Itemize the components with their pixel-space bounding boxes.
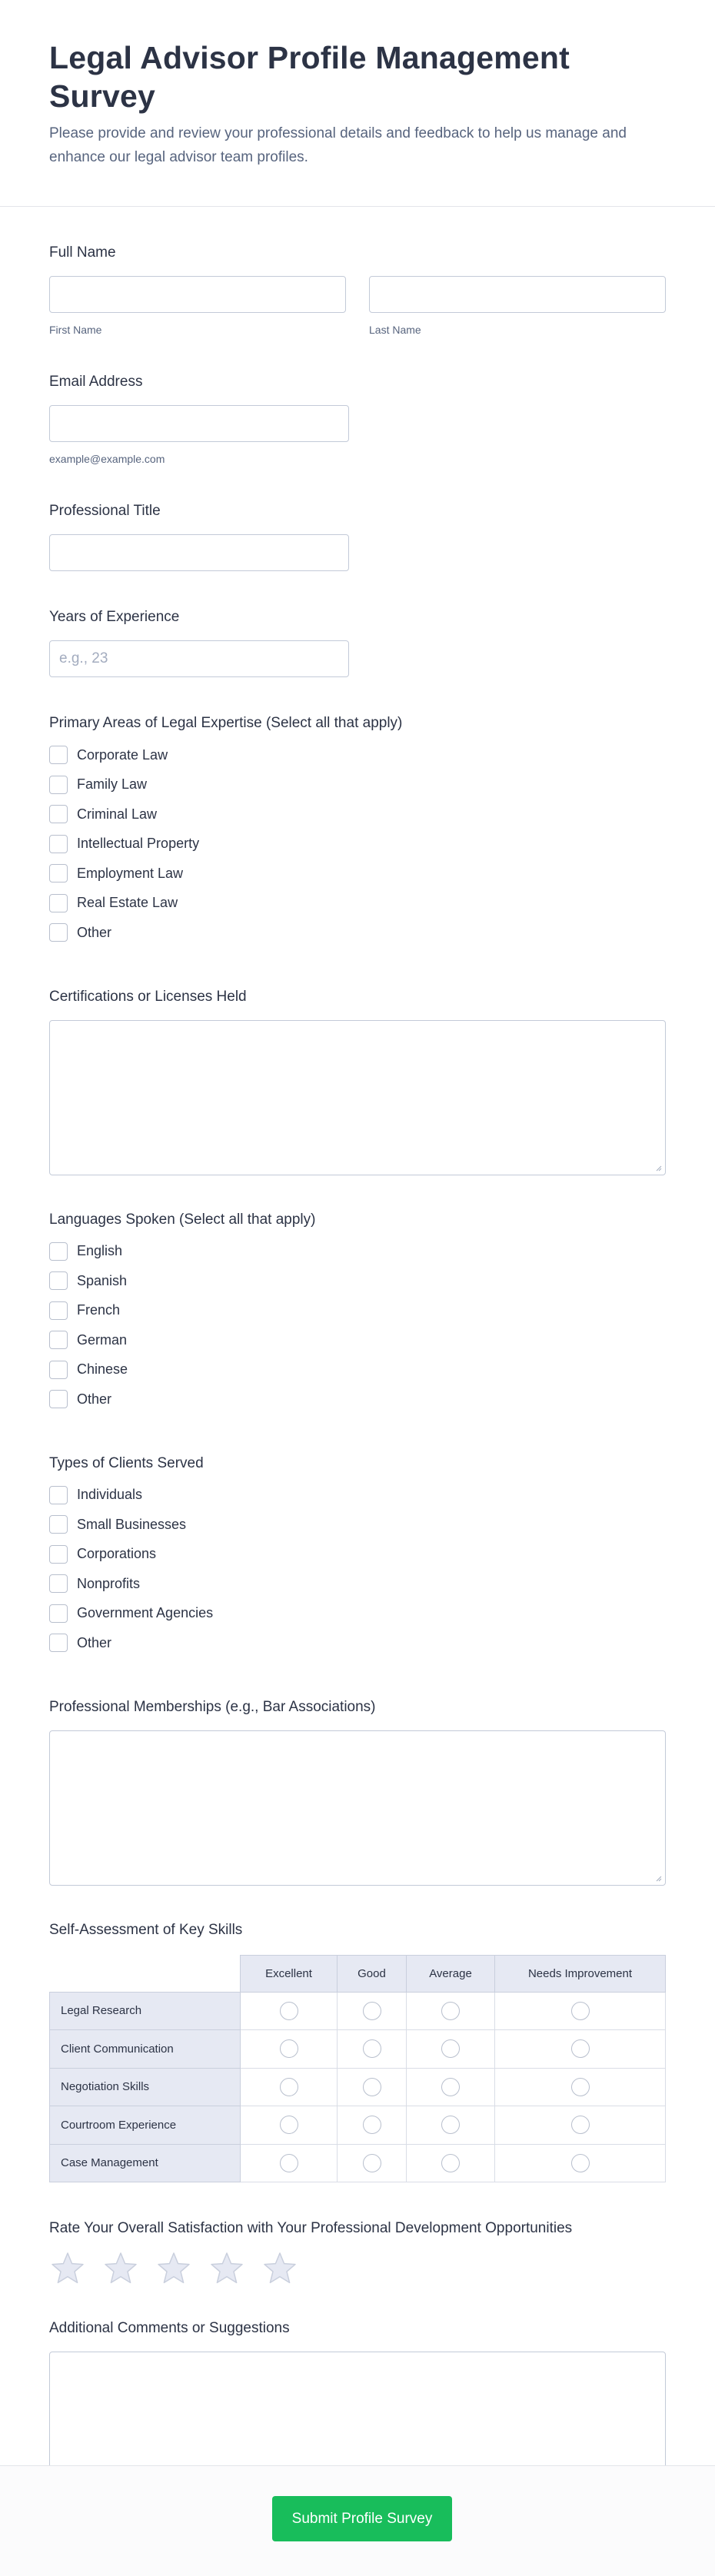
radio-button[interactable] <box>363 2116 381 2134</box>
checkbox[interactable] <box>49 1604 68 1623</box>
survey-form <box>0 244 715 2507</box>
satisfaction-label: Rate Your Overall Satisfaction with Your Professional Development Opportunities <box>49 2220 573 2236</box>
satisfaction-field <box>49 2219 666 2287</box>
radio-button[interactable] <box>571 2078 590 2096</box>
radio-button[interactable] <box>280 2039 298 2058</box>
resize-grip-icon[interactable] <box>656 1165 662 1172</box>
expertise-field <box>49 714 666 948</box>
professional-title-field <box>49 502 666 571</box>
professional-title-label: Professional Title <box>49 503 161 519</box>
memberships-label: Professional Memberships (e.g., Bar Associations) <box>49 1698 376 1715</box>
client-option[interactable]: Individuals <box>49 1481 666 1511</box>
form-header <box>0 0 715 207</box>
matrix-row-label: Negotiation Skills <box>50 2068 241 2106</box>
expertise-option[interactable]: Employment Law <box>49 859 666 889</box>
matrix-column-header: Good <box>338 1955 407 1992</box>
radio-button[interactable] <box>280 2154 298 2172</box>
first-name-input[interactable] <box>49 276 346 313</box>
certifications-label: Certifications or Licenses Held <box>49 988 247 1005</box>
matrix-column-header: Excellent <box>241 1955 338 1992</box>
language-option[interactable]: English <box>49 1237 666 1267</box>
checkbox[interactable] <box>49 835 68 853</box>
clients-label: Types of Clients Served <box>49 1454 204 1471</box>
radio-button[interactable] <box>441 2078 460 2096</box>
memberships-field <box>49 1698 666 1886</box>
matrix-row <box>50 2144 666 2182</box>
matrix-column-header: Needs Improvement <box>495 1955 666 1992</box>
checkbox[interactable] <box>49 894 68 912</box>
radio-button[interactable] <box>441 2116 460 2134</box>
full-name-field <box>49 244 666 336</box>
email-label: Email Address <box>49 374 143 390</box>
languages-field <box>49 1211 666 1414</box>
checkbox[interactable] <box>49 1515 68 1534</box>
checkbox[interactable] <box>49 1361 68 1379</box>
star-icon[interactable] <box>261 2250 298 2287</box>
clients-field <box>49 1454 666 1658</box>
expertise-option[interactable]: Criminal Law <box>49 799 666 829</box>
checkbox[interactable] <box>49 923 68 942</box>
radio-button[interactable] <box>280 2116 298 2134</box>
checkbox[interactable] <box>49 1390 68 1408</box>
language-option[interactable]: Other <box>49 1384 666 1414</box>
matrix-row-label: Legal Research <box>50 1992 241 2030</box>
form-title: Legal Advisor Profile Management Survey <box>49 40 570 114</box>
matrix-corner <box>50 1955 241 1992</box>
language-option[interactable]: Spanish <box>49 1266 666 1296</box>
radio-button[interactable] <box>571 2154 590 2172</box>
client-option[interactable]: Corporations <box>49 1540 666 1570</box>
client-option[interactable]: Other <box>49 1628 666 1658</box>
languages-options <box>49 1237 666 1414</box>
matrix-row-label: Client Communication <box>50 2030 241 2069</box>
form-footer <box>0 2465 715 2576</box>
checkbox[interactable] <box>49 805 68 823</box>
checkbox[interactable] <box>49 1301 68 1320</box>
email-field <box>49 373 666 465</box>
expertise-label: Primary Areas of Legal Expertise (Select all that apply) <box>49 715 403 731</box>
languages-label: Languages Spoken (Select all that apply) <box>49 1211 316 1228</box>
radio-button[interactable] <box>571 2116 590 2134</box>
matrix-row <box>50 2068 666 2106</box>
skills-field <box>49 1921 666 2183</box>
checkbox[interactable] <box>49 1486 68 1504</box>
star-icon[interactable] <box>102 2250 139 2287</box>
expertise-option[interactable]: Family Law <box>49 770 666 800</box>
matrix-row-label: Courtroom Experience <box>50 2106 241 2145</box>
certifications-textarea[interactable] <box>49 1020 666 1175</box>
star-icon[interactable] <box>155 2250 192 2287</box>
checkbox[interactable] <box>49 1545 68 1564</box>
submit-button[interactable]: Submit Profile Survey <box>272 2496 452 2541</box>
star-rating <box>49 2250 666 2287</box>
checkbox[interactable] <box>49 1331 68 1349</box>
checkbox[interactable] <box>49 1242 68 1261</box>
experience-input[interactable] <box>49 640 349 677</box>
experience-field <box>49 608 666 677</box>
checkbox[interactable] <box>49 776 68 794</box>
professional-title-input[interactable] <box>49 534 349 571</box>
comments-label: Additional Comments or Suggestions <box>49 2320 290 2336</box>
radio-button[interactable] <box>280 2078 298 2096</box>
client-option[interactable]: Small Businesses <box>49 1510 666 1540</box>
radio-button[interactable] <box>441 2039 460 2058</box>
radio-button[interactable] <box>363 2078 381 2096</box>
language-option[interactable]: German <box>49 1325 666 1355</box>
radio-button[interactable] <box>363 2154 381 2172</box>
checkbox[interactable] <box>49 1634 68 1652</box>
radio-button[interactable] <box>571 2002 590 2020</box>
star-icon[interactable] <box>49 2250 86 2287</box>
radio-button[interactable] <box>571 2039 590 2058</box>
email-input[interactable] <box>49 405 349 442</box>
expertise-option[interactable]: Corporate Law <box>49 740 666 770</box>
matrix-row <box>50 2030 666 2069</box>
matrix-row <box>50 1992 666 2030</box>
first-name-sublabel: First Name <box>49 324 102 336</box>
radio-button[interactable] <box>441 2154 460 2172</box>
radio-button[interactable] <box>363 2039 381 2058</box>
client-option[interactable]: Government Agencies <box>49 1599 666 1629</box>
expertise-option[interactable]: Intellectual Property <box>49 829 666 859</box>
checkbox[interactable] <box>49 746 68 764</box>
resize-grip-icon[interactable] <box>656 1876 662 1882</box>
last-name-sublabel: Last Name <box>369 324 421 336</box>
skills-label: Self-Assessment of Key Skills <box>49 1921 243 1938</box>
form-description: Please provide and review your professional details and feedback to help us manage and enhance our legal advisor team profiles. <box>49 125 627 165</box>
certifications-field <box>49 988 666 1175</box>
radio-button[interactable] <box>363 2002 381 2020</box>
expertise-options <box>49 740 666 948</box>
experience-label: Years of Experience <box>49 609 180 625</box>
language-option[interactable]: French <box>49 1296 666 1326</box>
matrix-column-header: Average <box>407 1955 495 1992</box>
expertise-option[interactable]: Real Estate Law <box>49 889 666 919</box>
checkbox[interactable] <box>49 1271 68 1290</box>
expertise-option[interactable]: Other <box>49 918 666 948</box>
skills-matrix <box>49 1955 666 2183</box>
full-name-label: Full Name <box>49 244 116 261</box>
star-icon[interactable] <box>208 2250 245 2287</box>
client-option[interactable]: Nonprofits <box>49 1569 666 1599</box>
matrix-row <box>50 2106 666 2145</box>
checkbox[interactable] <box>49 864 68 882</box>
radio-button[interactable] <box>280 2002 298 2020</box>
language-option[interactable]: Chinese <box>49 1355 666 1385</box>
memberships-textarea[interactable] <box>49 1730 666 1886</box>
checkbox[interactable] <box>49 1574 68 1593</box>
last-name-input[interactable] <box>369 276 666 313</box>
radio-button[interactable] <box>441 2002 460 2020</box>
clients-options <box>49 1481 666 1658</box>
email-sublabel: example@example.com <box>49 453 165 465</box>
matrix-row-label: Case Management <box>50 2144 241 2182</box>
